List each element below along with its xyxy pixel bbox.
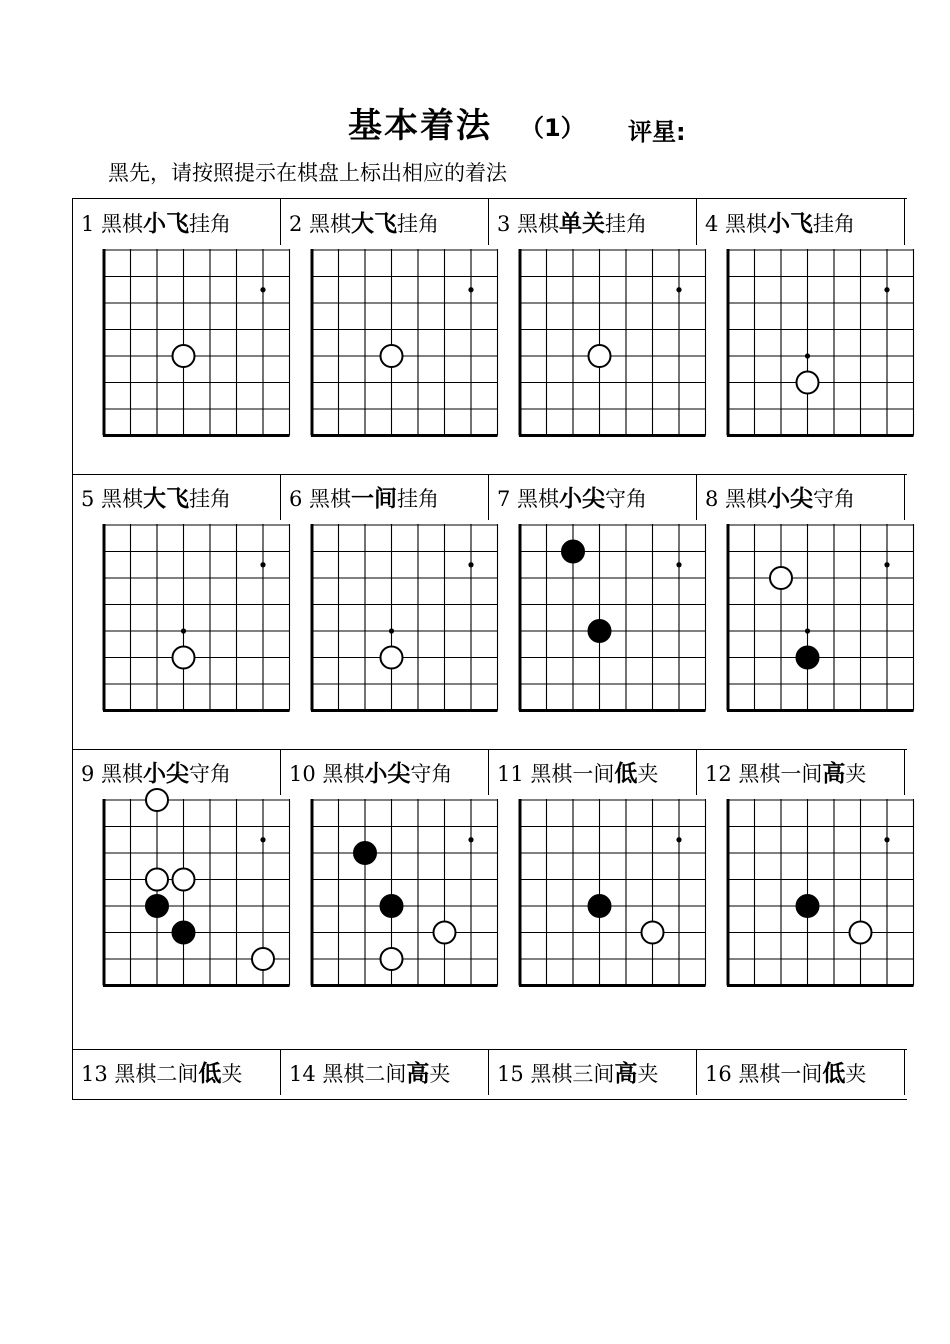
problem-label-7	[489, 474, 697, 520]
white-stone	[173, 869, 195, 891]
star-point	[676, 837, 681, 842]
problem-key: 小尖	[559, 486, 606, 512]
rating-label: 评星:	[628, 118, 686, 146]
problem-key: 小尖	[364, 761, 411, 787]
problem-post: 夹	[429, 1062, 451, 1086]
go-board-2[interactable]	[311, 249, 509, 439]
problem-key: 高	[406, 1061, 430, 1087]
go-board-12[interactable]	[727, 799, 925, 989]
problem-num: 3	[497, 212, 518, 236]
star-point	[676, 562, 681, 567]
problem-key: 高	[614, 1061, 638, 1087]
problem-num: 11	[497, 762, 531, 786]
problem-label-2	[281, 199, 489, 245]
problem-num: 10	[289, 762, 323, 786]
problem-label-5	[73, 474, 281, 520]
problem-key: 高	[822, 761, 846, 787]
white-stone	[381, 345, 403, 367]
problem-key: 大飞	[351, 211, 398, 237]
go-board-1[interactable]	[103, 249, 301, 439]
white-stone	[770, 567, 792, 589]
problem-num: 8	[705, 487, 726, 511]
problem-label-11	[489, 749, 697, 795]
go-board-9[interactable]	[103, 799, 301, 989]
black-stone	[562, 541, 584, 563]
white-stone	[146, 789, 168, 811]
black-stone	[797, 647, 819, 669]
problem-key: 低	[822, 1061, 846, 1087]
problem-pre: 黑棋	[517, 487, 560, 511]
star-point	[884, 837, 889, 842]
problem-post: 守角	[605, 487, 648, 511]
problem-post: 挂角	[397, 487, 440, 511]
problem-post: 守角	[813, 487, 856, 511]
problem-pre: 黑棋一间	[738, 1062, 823, 1086]
problem-post: 挂角	[813, 212, 856, 236]
problem-num: 2	[289, 212, 310, 236]
star-point	[468, 837, 473, 842]
problem-num: 13	[81, 1062, 115, 1086]
black-stone	[354, 842, 376, 864]
problem-label-8	[697, 474, 905, 520]
problem-label-3	[489, 199, 697, 245]
page-title-number: （1）	[520, 114, 585, 142]
star-point	[884, 562, 889, 567]
problem-num: 12	[705, 762, 739, 786]
problem-pre: 黑棋一间	[738, 762, 823, 786]
problem-num: 16	[705, 1062, 739, 1086]
row-divider	[73, 749, 907, 750]
star-point	[389, 628, 394, 633]
problem-label-10	[281, 749, 489, 795]
problem-key: 单关	[559, 211, 606, 237]
black-stone	[797, 895, 819, 917]
problem-post: 守角	[410, 762, 453, 786]
go-board-4[interactable]	[727, 249, 925, 439]
problem-num: 7	[497, 487, 518, 511]
problem-label-15	[489, 1049, 697, 1095]
star-point	[884, 287, 889, 292]
problem-label-6	[281, 474, 489, 520]
black-stone	[173, 922, 195, 944]
star-point	[468, 562, 473, 567]
go-board-11[interactable]	[519, 799, 717, 989]
problem-post: 挂角	[189, 212, 232, 236]
white-stone	[173, 647, 195, 669]
white-stone	[252, 948, 274, 970]
problem-num: 6	[289, 487, 310, 511]
problem-key: 一间	[351, 486, 398, 512]
problem-pre: 黑棋	[101, 487, 144, 511]
white-stone	[589, 345, 611, 367]
problem-key: 小飞	[767, 211, 814, 237]
problem-key: 低	[614, 761, 638, 787]
problem-pre: 黑棋	[322, 762, 365, 786]
problem-num: 14	[289, 1062, 323, 1086]
star-point	[260, 287, 265, 292]
problem-post: 挂角	[397, 212, 440, 236]
star-point	[805, 353, 810, 358]
title-bar	[0, 98, 950, 148]
problem-key: 小尖	[143, 761, 190, 787]
problem-num: 9	[81, 762, 102, 786]
problem-key: 小尖	[767, 486, 814, 512]
problem-pre: 黑棋	[725, 487, 768, 511]
problem-pre: 黑棋二间	[322, 1062, 407, 1086]
row-divider	[73, 474, 907, 475]
problem-label-9	[73, 749, 281, 795]
problem-key: 低	[198, 1061, 222, 1087]
black-stone	[589, 620, 611, 642]
problem-num: 15	[497, 1062, 531, 1086]
problem-num: 4	[705, 212, 726, 236]
problem-post: 夹	[637, 1062, 659, 1086]
problem-pre: 黑棋	[101, 762, 144, 786]
problem-post: 夹	[845, 762, 867, 786]
black-stone	[381, 895, 403, 917]
problem-num: 1	[81, 212, 102, 236]
star-point	[260, 562, 265, 567]
problem-post: 夹	[221, 1062, 243, 1086]
problem-pre: 黑棋	[101, 212, 144, 236]
star-point	[181, 628, 186, 633]
problem-label-1	[73, 199, 281, 245]
problem-pre: 黑棋	[309, 212, 352, 236]
go-board-7[interactable]	[519, 524, 717, 714]
problem-label-16	[697, 1049, 905, 1095]
problem-post: 夹	[845, 1062, 867, 1086]
problem-post: 夹	[637, 762, 659, 786]
problem-pre: 黑棋	[517, 212, 560, 236]
problem-post: 挂角	[605, 212, 648, 236]
problem-pre: 黑棋	[725, 212, 768, 236]
go-board-6[interactable]	[311, 524, 509, 714]
white-stone	[146, 869, 168, 891]
page-title: 基本着法	[348, 106, 492, 146]
white-stone	[642, 922, 664, 944]
problem-num: 5	[81, 487, 102, 511]
problem-pre: 黑棋三间	[530, 1062, 615, 1086]
white-stone	[797, 372, 819, 394]
go-board-5[interactable]	[103, 524, 301, 714]
problem-label-13	[73, 1049, 281, 1095]
problem-key: 小飞	[143, 211, 190, 237]
row-divider	[73, 1049, 907, 1050]
white-stone	[173, 345, 195, 367]
go-board-3[interactable]	[519, 249, 717, 439]
go-board-10[interactable]	[311, 799, 509, 989]
go-board-8[interactable]	[727, 524, 925, 714]
problem-pre: 黑棋二间	[114, 1062, 199, 1086]
star-point	[260, 837, 265, 842]
problem-post: 守角	[189, 762, 232, 786]
problem-label-14	[281, 1049, 489, 1095]
white-stone	[434, 922, 456, 944]
white-stone	[381, 647, 403, 669]
problem-label-4	[697, 199, 905, 245]
star-point	[468, 287, 473, 292]
problem-post: 挂角	[189, 487, 232, 511]
instruction-text: 黑先，请按照提示在棋盘上标出相应的着法	[108, 161, 507, 185]
star-point	[805, 628, 810, 633]
star-point	[676, 287, 681, 292]
black-stone	[146, 895, 168, 917]
problem-pre: 黑棋一间	[530, 762, 615, 786]
worksheet	[72, 198, 907, 1100]
problem-key: 大飞	[143, 486, 190, 512]
white-stone	[850, 922, 872, 944]
problem-pre: 黑棋	[309, 487, 352, 511]
black-stone	[589, 895, 611, 917]
problem-label-12	[697, 749, 905, 795]
white-stone	[381, 948, 403, 970]
